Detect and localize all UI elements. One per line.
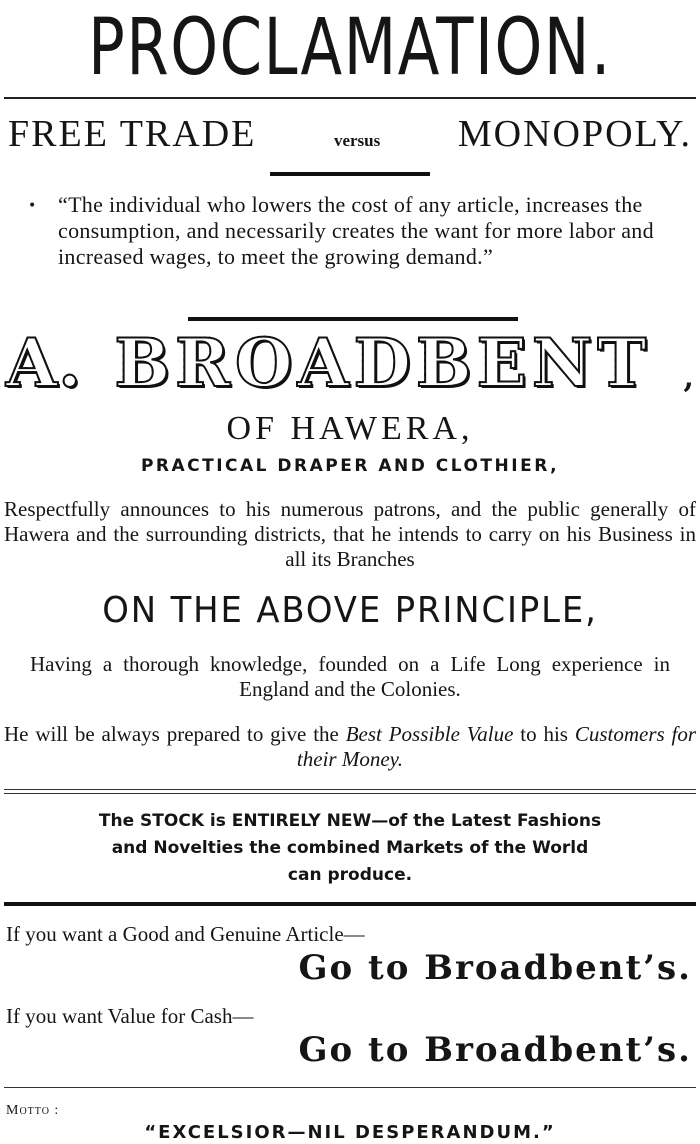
divider [4,902,696,906]
divider [4,97,696,99]
subheading-versus: versus [333,131,381,150]
divider [4,789,696,790]
divider [270,172,430,176]
value-text-a: He will be always prepared to give the [4,722,339,746]
divider [4,1087,696,1088]
appeal-text-1: If you want a Good and Genuine Article— [6,922,365,946]
value-text-c: to his [520,722,568,746]
motto-text: “EXCELSIOR—NIL DESPERANDUM.” [144,1122,556,1143]
appeal-text-2: If you want Value for Cash— [6,1004,254,1028]
stock-line: and Novelties the combined Markets of the World [111,838,589,858]
stock-line: The STOCK is ENTIRELY NEW—of the Latest Fashions [98,811,602,831]
goto-broadbents-2: Go to Broadbent’s. [298,1030,692,1070]
merchant-comma: , [683,360,694,395]
subheading-right: MONOPOLY. [457,113,692,155]
value-text-d: Customers for their Money. [296,722,697,771]
stock-line: can produce. [287,865,413,885]
divider [188,317,518,321]
quote-text: “The individual who lowers the cost of any article, increases the consumption, and necessarily creates the want for more labor and increased wages, to meet the growing demand.” [58,192,654,269]
merchant-surname: BROADBENT [114,324,652,402]
divider [4,793,696,794]
merchant-trade: PRACTICAL DRAPER AND CLOTHIER, [140,456,560,476]
merchant-name [0,324,700,402]
announcement-text: Respectfully announces to his numerous patrons, and the public generally of Hawera and the surrounding districts, that he intends to carry on his Business in all its Branches [4,497,696,571]
principle-heading: ON THE ABOVE PRINCIPLE, [102,590,598,631]
value-text [4,722,696,772]
motto-label: Motto : [6,1103,60,1118]
headline: PROCLAMATION. [88,3,612,93]
knowledge-text: Having a thorough knowledge, founded on a Life Long experience in England and the Colonies. [30,652,670,701]
quote-bullet: • [28,198,37,214]
subheading-left: FREE TRADE [8,113,257,155]
merchant-location: OF HAWERA, [226,410,474,447]
subheading [0,112,700,156]
goto-broadbents-1: Go to Broadbent’s. [298,948,692,988]
value-text-b: Best Possible Value [345,722,514,746]
merchant-initial: A. [6,324,83,402]
stock-notice [0,808,700,889]
